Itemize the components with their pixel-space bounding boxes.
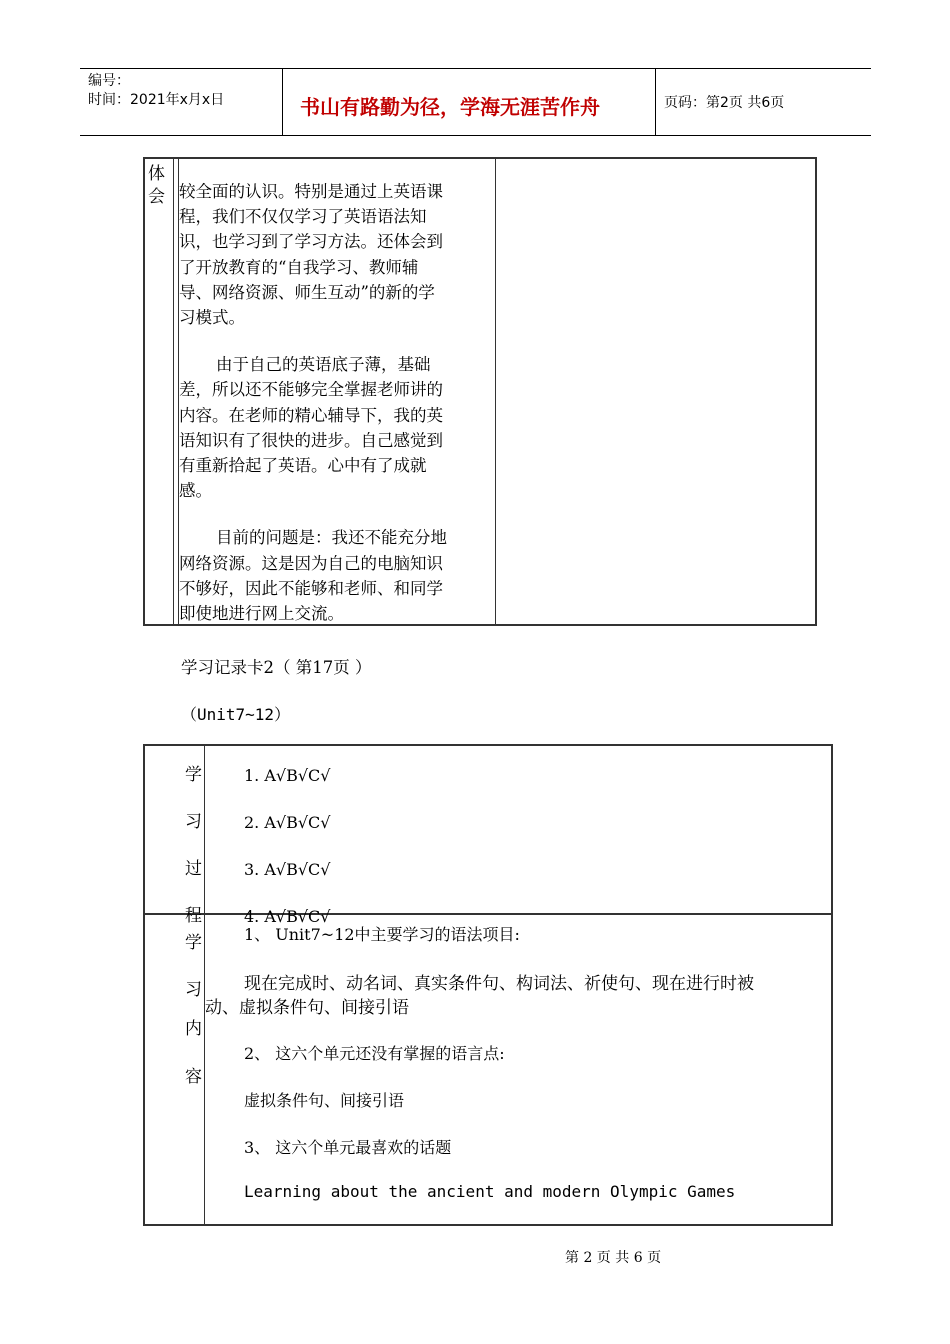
text-line: 不够好，因此不能够和老师、和同学 xyxy=(179,578,443,598)
content-question-3: 3、 这六个单元最喜欢的话题 xyxy=(244,1138,452,1157)
reflection-col-divider-1 xyxy=(173,159,174,624)
study-record-table xyxy=(143,744,833,1226)
header-bottom-rule xyxy=(80,135,871,136)
unit-range: （Unit7~12） xyxy=(181,705,291,724)
header-divider-left xyxy=(282,68,283,135)
reflection-table xyxy=(143,157,817,626)
content-label-char: 习 xyxy=(185,980,202,1000)
reflection-paragraph-1 xyxy=(179,179,494,330)
reflection-paragraph-3 xyxy=(179,525,494,626)
list-item: 3. A√B√C√ xyxy=(244,860,331,879)
text-line: 导、网络资源、师生互动”的新的学 xyxy=(179,282,435,302)
process-label-char: 学 xyxy=(185,765,202,785)
text-line: 网络资源。这是因为自己的电脑知识 xyxy=(179,553,443,573)
text-line: 有重新拾起了英语。心中有了成就 xyxy=(179,456,427,476)
reflection-paragraph-2 xyxy=(179,352,494,503)
reflection-label-char: 体 xyxy=(148,164,165,184)
reflection-col-divider-3 xyxy=(495,159,496,624)
record-card-title: 学习记录卡2（ 第17页 ） xyxy=(181,658,372,677)
process-label-char: 过 xyxy=(185,859,202,879)
page-footer: 第 2 页 共 6 页 xyxy=(565,1250,662,1266)
header-page-number: 页码：第2页 共6页 xyxy=(664,95,785,111)
content-question-1: 1、 Unit7~12中主要学习的语法项目: xyxy=(244,925,520,944)
text-line: 程，我们不仅仅学习了英语语法知 xyxy=(179,207,427,227)
content-label-char: 内 xyxy=(185,1019,202,1039)
process-label-char: 程 xyxy=(185,906,202,926)
content-answer-1-line-2: 动、虚拟条件句、间接引语 xyxy=(205,998,409,1018)
text-line: 内容。在老师的精心辅导下，我的英 xyxy=(179,405,443,425)
document-number-label: 编号： xyxy=(88,73,130,89)
reflection-label-char: 会 xyxy=(148,187,165,207)
content-label-char: 容 xyxy=(185,1067,202,1087)
list-item: 4. A√B√C√ xyxy=(244,907,331,926)
header-divider-right xyxy=(655,68,656,135)
text-line: 由于自己的英语底子薄，基础 xyxy=(216,355,431,375)
content-label xyxy=(185,920,202,1014)
content-question-2: 2、 这六个单元还没有掌握的语言点: xyxy=(244,1044,505,1063)
text-line: 习模式。 xyxy=(179,308,245,328)
list-item: 1. A√B√C√ xyxy=(244,766,331,785)
reflection-text xyxy=(179,179,494,626)
process-items xyxy=(244,752,331,940)
process-label xyxy=(185,752,202,940)
text-line: 较全面的认识。特别是通过上英语课 xyxy=(179,182,443,201)
process-label-char: 习 xyxy=(185,812,202,832)
text-line: 语知识有了很快的进步。自己感觉到 xyxy=(179,430,443,450)
text-line: 目前的问题是：我还不能充分地 xyxy=(216,528,447,548)
text-line: 即使地进行网上交流。 xyxy=(179,604,344,624)
document-date-label: 时间：2021年x月x日 xyxy=(88,92,225,108)
text-line: 差，所以还不能够完全掌握老师讲的 xyxy=(179,380,443,400)
content-label-char: 学 xyxy=(185,933,202,953)
text-line: 感。 xyxy=(179,481,212,501)
content-answer-1-line-1: 现在完成时、动名词、真实条件句、构词法、祈使句、现在进行时被 xyxy=(244,974,754,994)
content-answer-3: Learning about the ancient and modern Olympic Games xyxy=(244,1182,736,1201)
text-line: 识，也学习到了学习方法。还体会到 xyxy=(179,232,443,252)
list-item: 2. A√B√C√ xyxy=(244,813,331,832)
header-motto: 书山有路勤为径，学海无涯苦作舟 xyxy=(300,95,600,119)
reflection-label xyxy=(148,163,165,209)
study-col-divider xyxy=(204,746,205,1224)
header-top-rule xyxy=(80,68,871,69)
content-answer-2: 虚拟条件句、间接引语 xyxy=(244,1091,405,1110)
text-line: 了开放教育的“自我学习、教师辅 xyxy=(179,257,419,277)
